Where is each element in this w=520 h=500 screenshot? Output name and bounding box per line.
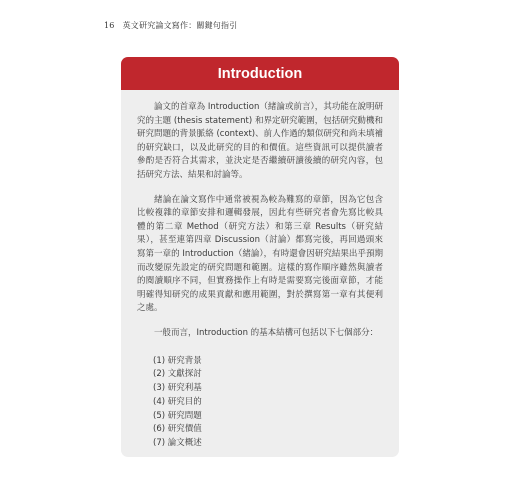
list-item: (6) 研究價值 (153, 424, 202, 435)
list-item: (3) 研究利基 (153, 383, 202, 394)
list-item: (2) 文獻探討 (153, 369, 202, 380)
book-title: 英文研究論文寫作：關鍵句指引 (122, 21, 238, 30)
list-item: (1) 研究背景 (153, 355, 202, 366)
running-head (104, 20, 237, 31)
list-item: (5) 研究問題 (153, 410, 202, 421)
introduction-card (121, 57, 399, 457)
list-item: (4) 研究目的 (153, 396, 202, 407)
paragraph-structure-intro: 一般而言，Introduction 的基本結構可包括以下七個部分： (154, 327, 379, 338)
card-title: Introduction (217, 65, 303, 82)
list-item: (7) 論文概述 (153, 438, 202, 449)
card-body (121, 90, 399, 451)
structure-list (137, 355, 383, 452)
page-number: 16 (104, 21, 115, 30)
paragraph-purpose: 論文的首章為 Introduction（緒論或前言），其功能在說明研究的主題 (thesis statement) 和界定研究範圍，包括研究動機和研究問題的背景脈絡 (context)、前人作過的類似研究和尚未填補的研究缺口，以及此研究的目的和價值。這些資訊可以提供讀者參酌是否符合其需求，並決定是否繼續研讀後續的研究內容，包括研究方法、結果和討論等。 (137, 102, 383, 180)
paragraph-writing-order: 緒論在論文寫作中通常被視為較為難寫的章節，因為它包含比較複雜的章節安排和邏輯發展，因此有些研究者會先寫比較具體的第二章 Method（研究方法）和第三章 Results（研究結果），甚至連第四章 Discussion（討論）都寫完後，再回過頭來寫第一章的 Introduction（緒論），有時還會因研究結果出乎預期而改變原先設定的研究問題和範圍。這樣的寫作順序雖然與讀者的閱讀順序不同，但實務操作上有時是需要寫完後面章節，才能明確得知研究的成果貢獻和應用範圍，對於撰寫第一章有其便利之處。 (137, 194, 383, 314)
card-header (121, 57, 399, 90)
